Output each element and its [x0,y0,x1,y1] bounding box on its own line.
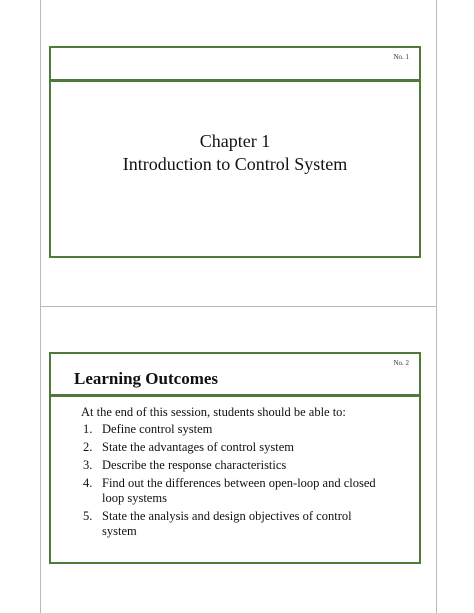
list-item [81,476,379,506]
list-text: State the analysis and design objectives of control system [102,509,352,538]
slide-2 [49,352,421,564]
list-text: Find out the differences between open-loop and closed loop systems [102,476,376,505]
list-item [81,440,379,455]
list-item [81,422,379,437]
list-number: 5. [83,509,93,523]
header-rule [51,79,419,82]
list-item [81,509,379,539]
slide-number: No. 1 [393,53,409,61]
chapter-title: Introduction to Control System [122,154,348,174]
list-number: 2. [83,440,93,454]
slide-number: No. 2 [393,359,409,367]
list-text: Define control system [102,422,213,436]
list-number: 1. [83,422,93,436]
list-text: Describe the response characteristics [102,458,287,472]
slide-1 [49,46,421,258]
outcomes-list [81,422,379,542]
list-number: 4. [83,476,93,490]
chapter-number: Chapter 1 [199,131,271,151]
header-rule [51,394,419,397]
list-text: State the advantages of control system [102,440,294,454]
slide-heading: Learning Outcomes [74,369,219,388]
intro-text: At the end of this session, students should be able to: [81,405,346,419]
page-divider [40,306,437,307]
list-number: 3. [83,458,93,472]
list-item [81,458,379,473]
chapter-title-block [51,130,419,176]
